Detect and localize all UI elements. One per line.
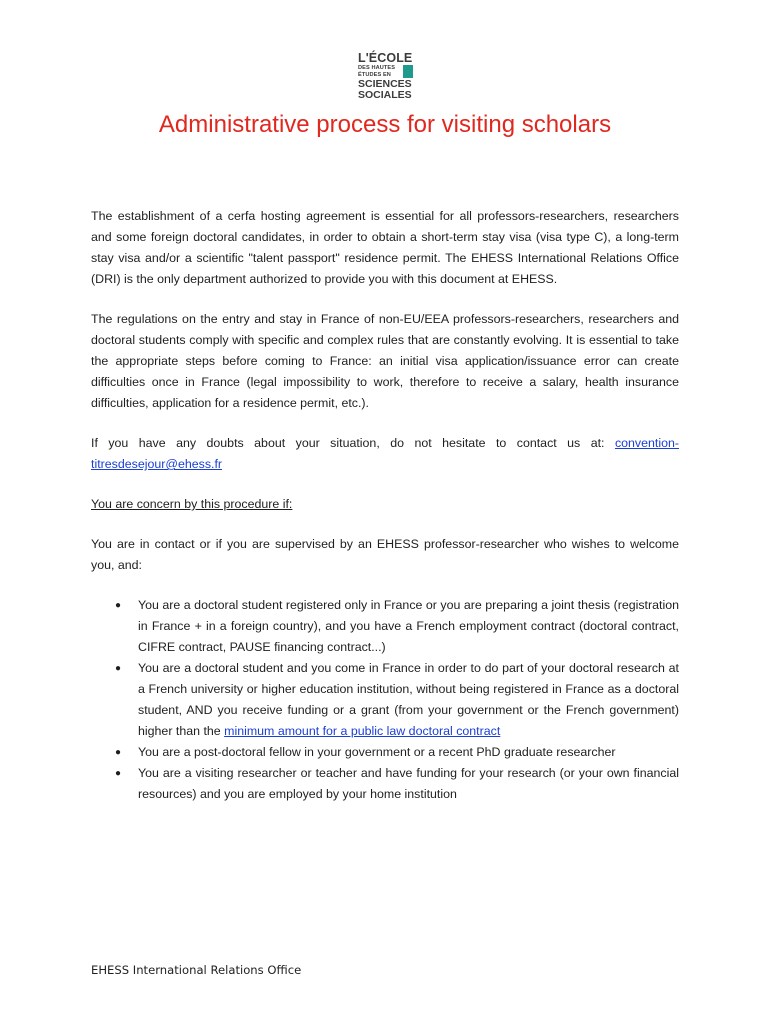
paragraph-dri-intro: The establishment of a cerfa hosting agreement is essential for all professors-researchers, researchers and some foreign doctoral candidates, in order to obtain a short-term stay visa (visa type C), a long-term stay visa and/or a scientific "talent passport" residence permit. The EHESS International Relations Office (DRI) is the only department authorized to provide you with this document at EHESS.	[91, 209, 679, 286]
logo-line-1: L'ÉCOLE	[358, 51, 413, 65]
paragraph-regulations: The regulations on the entry and stay in France of non-EU/EEA professors-researchers, researchers and doctoral students comply with specific and complex rules that are constantly evolving. It is essential to take the appropriate steps before coming to France: an initial visa application/issuance error can create difficulties once in France (legal impossibility to work, therefore to receive a salary, health insurance difficulties, application for a residence permit, etc.).	[91, 312, 679, 410]
document-body	[91, 206, 679, 805]
logo-accent-square	[403, 65, 413, 78]
contact-text: If you have any doubts about your situation, do not hesitate to contact us at:	[91, 436, 615, 450]
list-item	[91, 658, 679, 742]
page-footer: EHESS International Relations Office	[91, 963, 302, 977]
paragraph-intro: You are in contact or if you are supervised by an EHESS professor-researcher who wishes to welcome you, and:	[91, 537, 679, 572]
list-item-text: You are a doctoral student and you come in France in order to do part of your doctoral research at a French university or higher education institution, without being registered in France as a doctoral student, AND you receive funding or a grant (from your government or the French government) higher than the	[138, 661, 679, 738]
procedure-heading: You are concern by this procedure if:	[91, 497, 293, 511]
minimum-amount-link[interactable]: minimum amount for a public law doctoral contract	[224, 724, 501, 738]
list-item	[91, 763, 679, 805]
page-title: Administrative process for visiting scholars	[158, 111, 612, 138]
bullet-icon: ●	[115, 663, 122, 674]
eligibility-list	[91, 595, 679, 805]
list-item	[91, 595, 679, 658]
paragraph-contact	[91, 433, 679, 475]
bullet-icon: ●	[115, 747, 122, 758]
logo-line-4: SCIENCES	[358, 78, 412, 90]
ehess-logo	[358, 52, 428, 101]
contact-email-link[interactable]: convention-titresdesejour@ehess.fr	[91, 436, 679, 471]
logo-line-2: DES HAUTES	[358, 65, 396, 71]
logo-line-3: ÉTUDES EN	[358, 72, 391, 78]
logo-line-5: SOCIALES	[358, 89, 412, 101]
list-item-text: You are a doctoral student registered only in France or you are preparing a joint thesis (registration in France + in a foreign country), and you have a French employment contract (doctoral contract, CIFRE contract, PAUSE financing contract...)	[138, 598, 679, 654]
bullet-icon: ●	[115, 768, 122, 779]
list-item-text: You are a post-doctoral fellow in your government or a recent PhD graduate researcher	[138, 745, 616, 759]
list-item-text: You are a visiting researcher or teacher and have funding for your research (or your own financial resources) and you are employed by your home institution	[138, 766, 679, 801]
bullet-icon: ●	[115, 600, 122, 611]
list-item	[91, 742, 679, 763]
